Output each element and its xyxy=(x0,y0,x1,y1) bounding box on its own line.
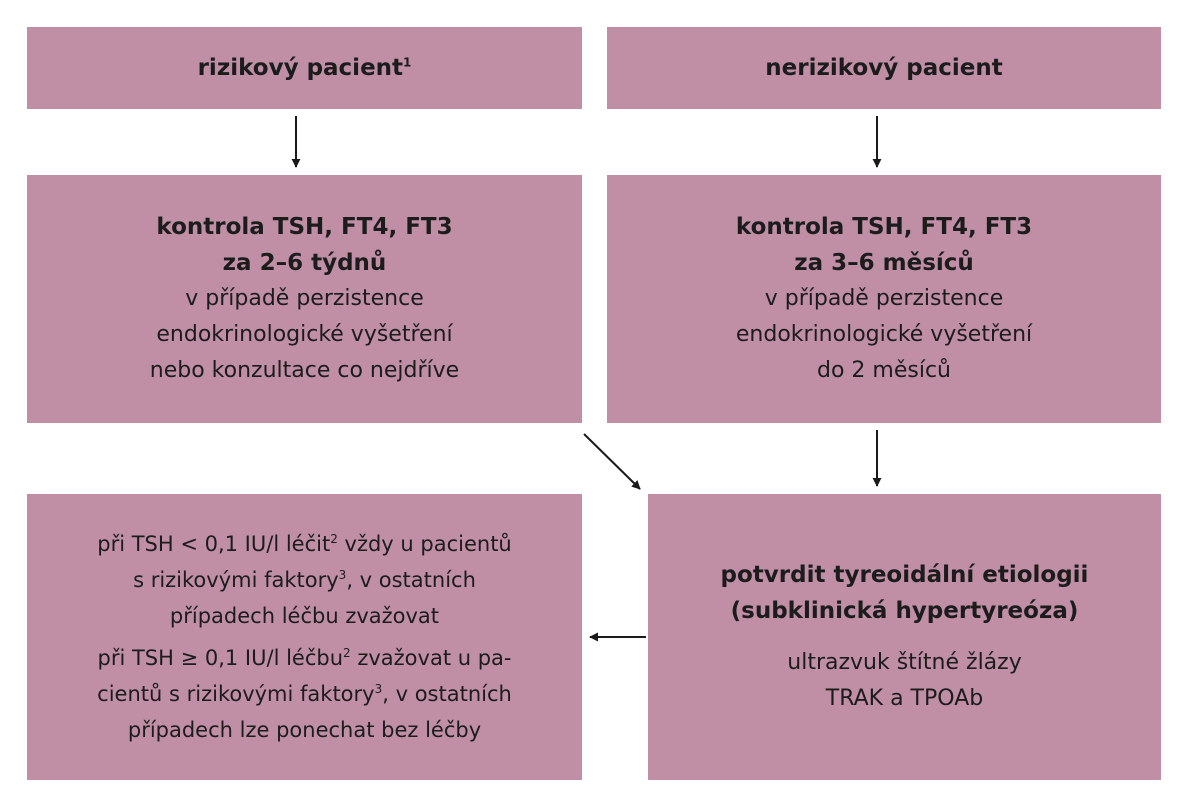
treatment-line: při TSH ≥ 0,1 IU/l léčbu$^2$ zvažovat u pa- xyxy=(97,646,512,670)
footnote-marker: 3 xyxy=(338,568,347,582)
risk-check-line: v případě perzistence xyxy=(185,286,424,311)
confirm-subtitle: (subklinická hypertyreóza) xyxy=(730,598,1079,624)
nonrisk-check-title: kontrola TSH, FT4, FT3 xyxy=(735,214,1033,240)
treatment-line: s rizikovými faktory$^3$, v ostatních xyxy=(133,568,476,592)
nonrisk-check-line: do 2 měsíců xyxy=(817,358,951,383)
footnote-marker: 3 xyxy=(374,682,383,696)
footnote-marker: 2 xyxy=(343,646,351,660)
nonrisk-check-interval: za 3–6 měsíců xyxy=(794,250,974,276)
nonrisk-check-line: endokrinologické vyšetření xyxy=(735,322,1033,347)
treatment-line: případech lze ponechat bez léčby xyxy=(127,718,482,742)
footnote-marker: 2 xyxy=(330,532,338,546)
risk-patient-label: rizikový pacient$^1$ xyxy=(197,55,412,81)
confirm-title: potvrdit tyreoidální etiologii xyxy=(720,562,1089,588)
treatment-line: při TSH < 0,1 IU/l léčit$^2$ vždy u pacientů xyxy=(97,532,512,556)
treatment-line: případech léčbu zvažovat xyxy=(169,604,440,628)
footnote-marker: 1 xyxy=(403,55,412,70)
risk-check-line: endokrinologické vyšetření xyxy=(156,322,453,347)
risk-check-interval: za 2–6 týdnů xyxy=(222,250,387,276)
risk-check-title: kontrola TSH, FT4, FT3 xyxy=(156,214,453,240)
risk-check-line: nebo konzultace co nejdříve xyxy=(149,358,460,383)
confirm-line: TRAK a TPOAb xyxy=(825,686,984,711)
treatment-line: cientů s rizikovými faktory$^3$, v ostatních xyxy=(97,682,512,706)
arrow-risk-check-to-confirm xyxy=(584,434,640,489)
nonrisk-check-line: v případě perzistence xyxy=(764,286,1004,311)
nonrisk-patient-label: nerizikový pacient xyxy=(765,55,1003,81)
confirm-line: ultrazvuk štítné žlázy xyxy=(787,650,1022,675)
